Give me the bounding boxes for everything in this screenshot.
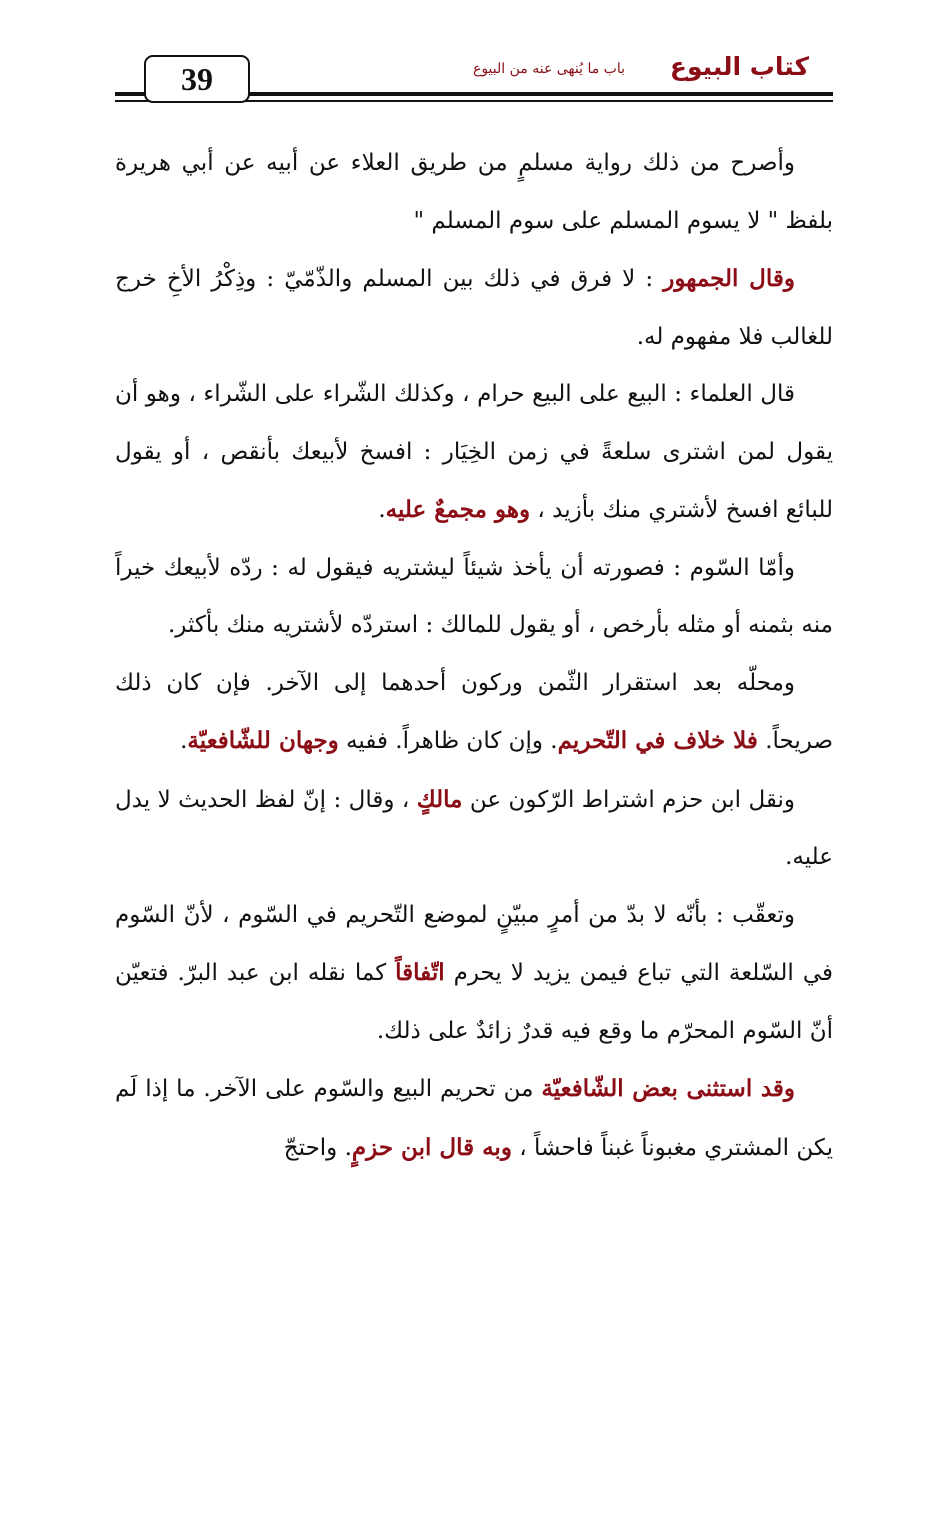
highlighted-phrase: وبه قال ابن حزمٍ — [351, 1133, 512, 1161]
chapter-title: باب ما يُنهى عنه من البيوع — [472, 61, 625, 77]
paragraph-text: ، وقال : إنّ لفظ الحديث لا يدل عليه. — [115, 786, 833, 870]
paragraph-1 — [115, 135, 833, 250]
highlighted-phrase: وقال الجمهور — [663, 265, 795, 292]
page-number-box — [144, 55, 250, 103]
paragraph-3 — [115, 366, 833, 540]
paragraph-7 — [115, 887, 833, 1061]
paragraph-text: وأمّا السّوم : فصورته أن يأخذ شيئاً ليشتريه فيقول له : ردّه لأبيعك خيراً منه بثمنه أو مثله بأرخص ، أو يقول للمالك : استردّه لأشتريه منك بأكثر. — [115, 554, 833, 638]
highlighted-phrase: وجهان للشّافعيّة — [187, 727, 339, 754]
paragraph-text: كما نقله ابن عبد البرّ. فتعيّن أنّ السّوم المحرّم ما وقع فيه قدرٌ زائدٌ على ذلك. — [115, 960, 833, 1044]
paragraph-5 — [115, 655, 833, 771]
highlighted-phrase: فلا خلاف في التّحريم — [557, 727, 758, 754]
page-header — [115, 52, 833, 104]
paragraph-text: . — [378, 497, 386, 523]
paragraph-text: قال العلماء : البيع على البيع حرام ، وكذلك الشّراء على الشّراء ، وهو أن يقول لمن اشترى سلعةً في زمن الخِيَار : افسخ لأبيعك بأنقص ، أو يقول للبائع افسخ لأشتري منك بأزيد ، — [115, 381, 833, 523]
paragraph-text: . واحتجّ — [283, 1134, 352, 1161]
page-body — [115, 135, 833, 1177]
highlighted-phrase: اتّفاقاً — [395, 959, 445, 986]
paragraph-text: من تحريم البيع والسّوم على الآخر. ما إذا لَم يكن المشتري مغبوناً غبناً فاحشاً ، — [115, 1076, 833, 1161]
paragraph-text: وتعقّب : بأنّه لا بدّ من أمرٍ مبيّنٍ لموضع التّحريم في السّوم ، لأنّ السّوم في السّلعة التي تباع فيمن يزيد لا يحرم — [115, 901, 834, 986]
paragraph-text: وأصرح من ذلك رواية مسلمٍ من طريق العلاء عن أبيه عن أبي هريرة بلفظ " لا يسوم المسلم على سوم المسلم " — [115, 150, 833, 234]
paragraph-6 — [115, 771, 833, 887]
paragraph-8 — [115, 1060, 833, 1177]
paragraph-text: ونقل ابن حزم اشتراط الرّكون عن — [462, 786, 796, 813]
paragraph-text: : لا فرق في ذلك بين المسلم والذّمّيّ : وذِكْرُ الأخِ خرج للغالب فلا مفهوم له. — [115, 266, 833, 350]
highlighted-phrase: وقد استثنى بعض الشّافعيّة — [541, 1075, 796, 1102]
paragraph-text: . — [180, 728, 188, 754]
paragraph-text: . وإن كان ظاهراً. ففيه — [338, 728, 558, 754]
page-number: 39 — [181, 60, 213, 97]
paragraph-text: ومحلّه بعد استقرار الثّمن وركون أحدهما إلى الآخر. فإن كان ذلك صريحاً. — [115, 669, 833, 754]
book-title: كتاب البيوع — [669, 52, 809, 81]
highlighted-phrase: مالكٍ — [416, 785, 463, 813]
paragraph-2 — [115, 250, 833, 366]
paragraph-4 — [115, 540, 833, 655]
highlighted-phrase: وهو مجمعٌ عليه — [385, 496, 531, 523]
